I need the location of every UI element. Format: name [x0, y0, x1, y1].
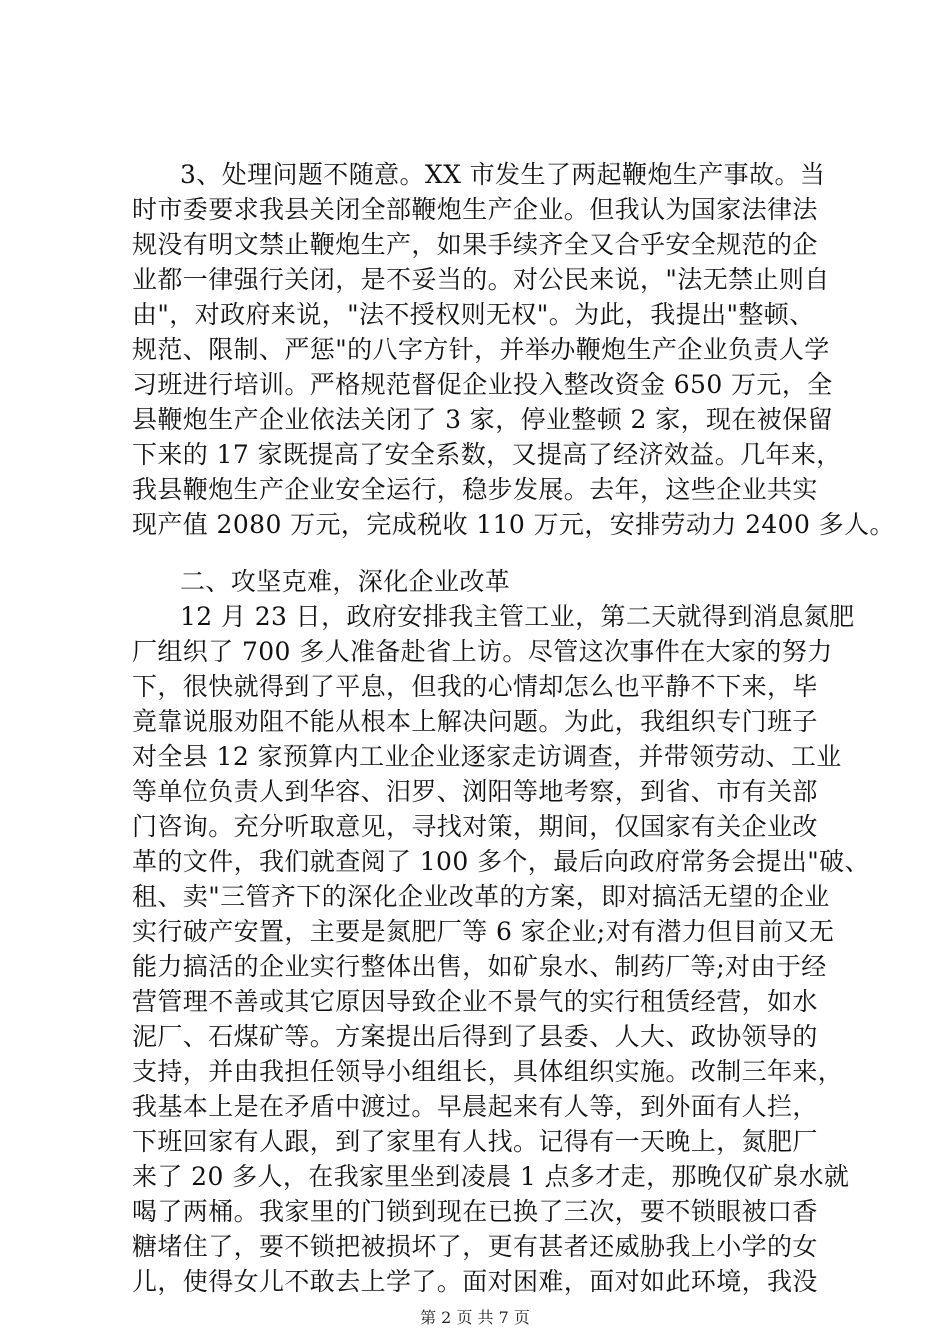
paragraph-line: 能力搞活的企业实行整体出售，如矿泉水、制药厂等;对由于经	[132, 952, 827, 981]
paragraph-line: 我县鞭炮生产企业安全运行，稳步发展。去年，这些企业共实	[132, 475, 818, 504]
paragraph-line: 规没有明文禁止鞭炮生产，如果手续齐全又合乎安全规范的企	[132, 230, 818, 259]
paragraph-line: 12 月 23 日，政府安排我主管工业，第二天就得到消息氮肥	[180, 602, 855, 631]
paragraph-line: 3、处理问题不随意。XX 市发生了两起鞭炮生产事故。当	[180, 160, 826, 189]
paragraph-line: 时市委要求我县关闭全部鞭炮生产企业。但我认为国家法律法	[132, 195, 818, 224]
page-footer: 第 2 页 共 7 页	[420, 1308, 530, 1327]
paragraph-line: 租、卖"三管齐下的深化企业改革的方案，即对搞活无望的企业	[132, 882, 830, 911]
paragraph-line: 习班进行培训。严格规范督促企业投入整改资金 650 万元，全	[132, 370, 833, 399]
paragraph-line: 实行破产安置，主要是氮肥厂等 6 家企业;对有潜力但目前又无	[132, 917, 835, 946]
paragraph-line: 下班回家有人跟，到了家里有人找。记得有一天晚上，氮肥厂	[132, 1127, 818, 1156]
paragraph-line: 营管理不善或其它原因导致企业不景气的实行租赁经营，如水	[132, 987, 818, 1016]
paragraph-line: 等单位负责人到华容、汨罗、浏阳等地考察，到省、市有关部	[132, 777, 818, 806]
paragraph-line: 儿，使得女儿不敢去上学了。面对困难，面对如此环境，我没	[132, 1267, 818, 1296]
paragraph-line: 泥厂、石煤矿等。方案提出后得到了县委、人大、政协领导的	[132, 1022, 818, 1051]
paragraph-line: 厂组织了 700 多人准备赴省上访。尽管这次事件在大家的努力	[132, 637, 833, 666]
paragraph-line: 下，很快就得到了平息，但我的心情却怎么也平静不下来，毕	[132, 672, 818, 701]
paragraph-line: 来了 20 多人，在我家里坐到凌晨 1 点多才走，那晚仅矿泉水就	[132, 1162, 850, 1191]
paragraph-line: 县鞭炮生产企业依法关闭了 3 家，停业整顿 2 家，现在被保留	[132, 405, 834, 434]
paragraph-line: 由"，对政府来说，"法不授权则无权"。为此，我提出"整顿、	[132, 300, 815, 329]
paragraph-line: 革的文件，我们就查阅了 100 多个，最后向政府常务会提出"破、	[132, 847, 870, 876]
paragraph-line: 门咨询。充分听取意见，寻找对策，期间，仅国家有关企业改	[132, 812, 818, 841]
section-heading: 二、攻坚克难，深化企业改革	[180, 567, 511, 596]
paragraph-line: 业都一律强行关闭，是不妥当的。对公民来说，"法无禁止则自	[132, 265, 830, 294]
paragraph-line: 规范、限制、严惩"的八字方针，并举办鞭炮生产企业负责人学	[132, 335, 830, 364]
paragraph-line: 下来的 17 家既提高了安全系数，又提高了经济效益。几年来，	[132, 440, 842, 469]
paragraph-line: 喝了两桶。我家里的门锁到现在已换了三次，要不锁眼被口香	[132, 1197, 818, 1226]
paragraph-line: 现产值 2080 万元，完成税收 110 万元，安排劳动力 2400 多人。	[132, 510, 895, 539]
paragraph-line: 对全县 12 家预算内工业企业逐家走访调查，并带领劳动、工业	[132, 742, 842, 771]
paragraph-line: 我基本上是在矛盾中渡过。早晨起来有人等，到外面有人拦，	[132, 1092, 818, 1121]
paragraph-line: 糖堵住了，要不锁把被损坏了，更有甚者还威胁我上小学的女	[132, 1232, 818, 1261]
paragraph-line: 竟靠说服劝阻不能从根本上解决问题。为此，我组织专门班子	[132, 707, 818, 736]
paragraph-line: 支持，并由我担任领导小组组长，具体组织实施。改制三年来，	[132, 1057, 844, 1086]
